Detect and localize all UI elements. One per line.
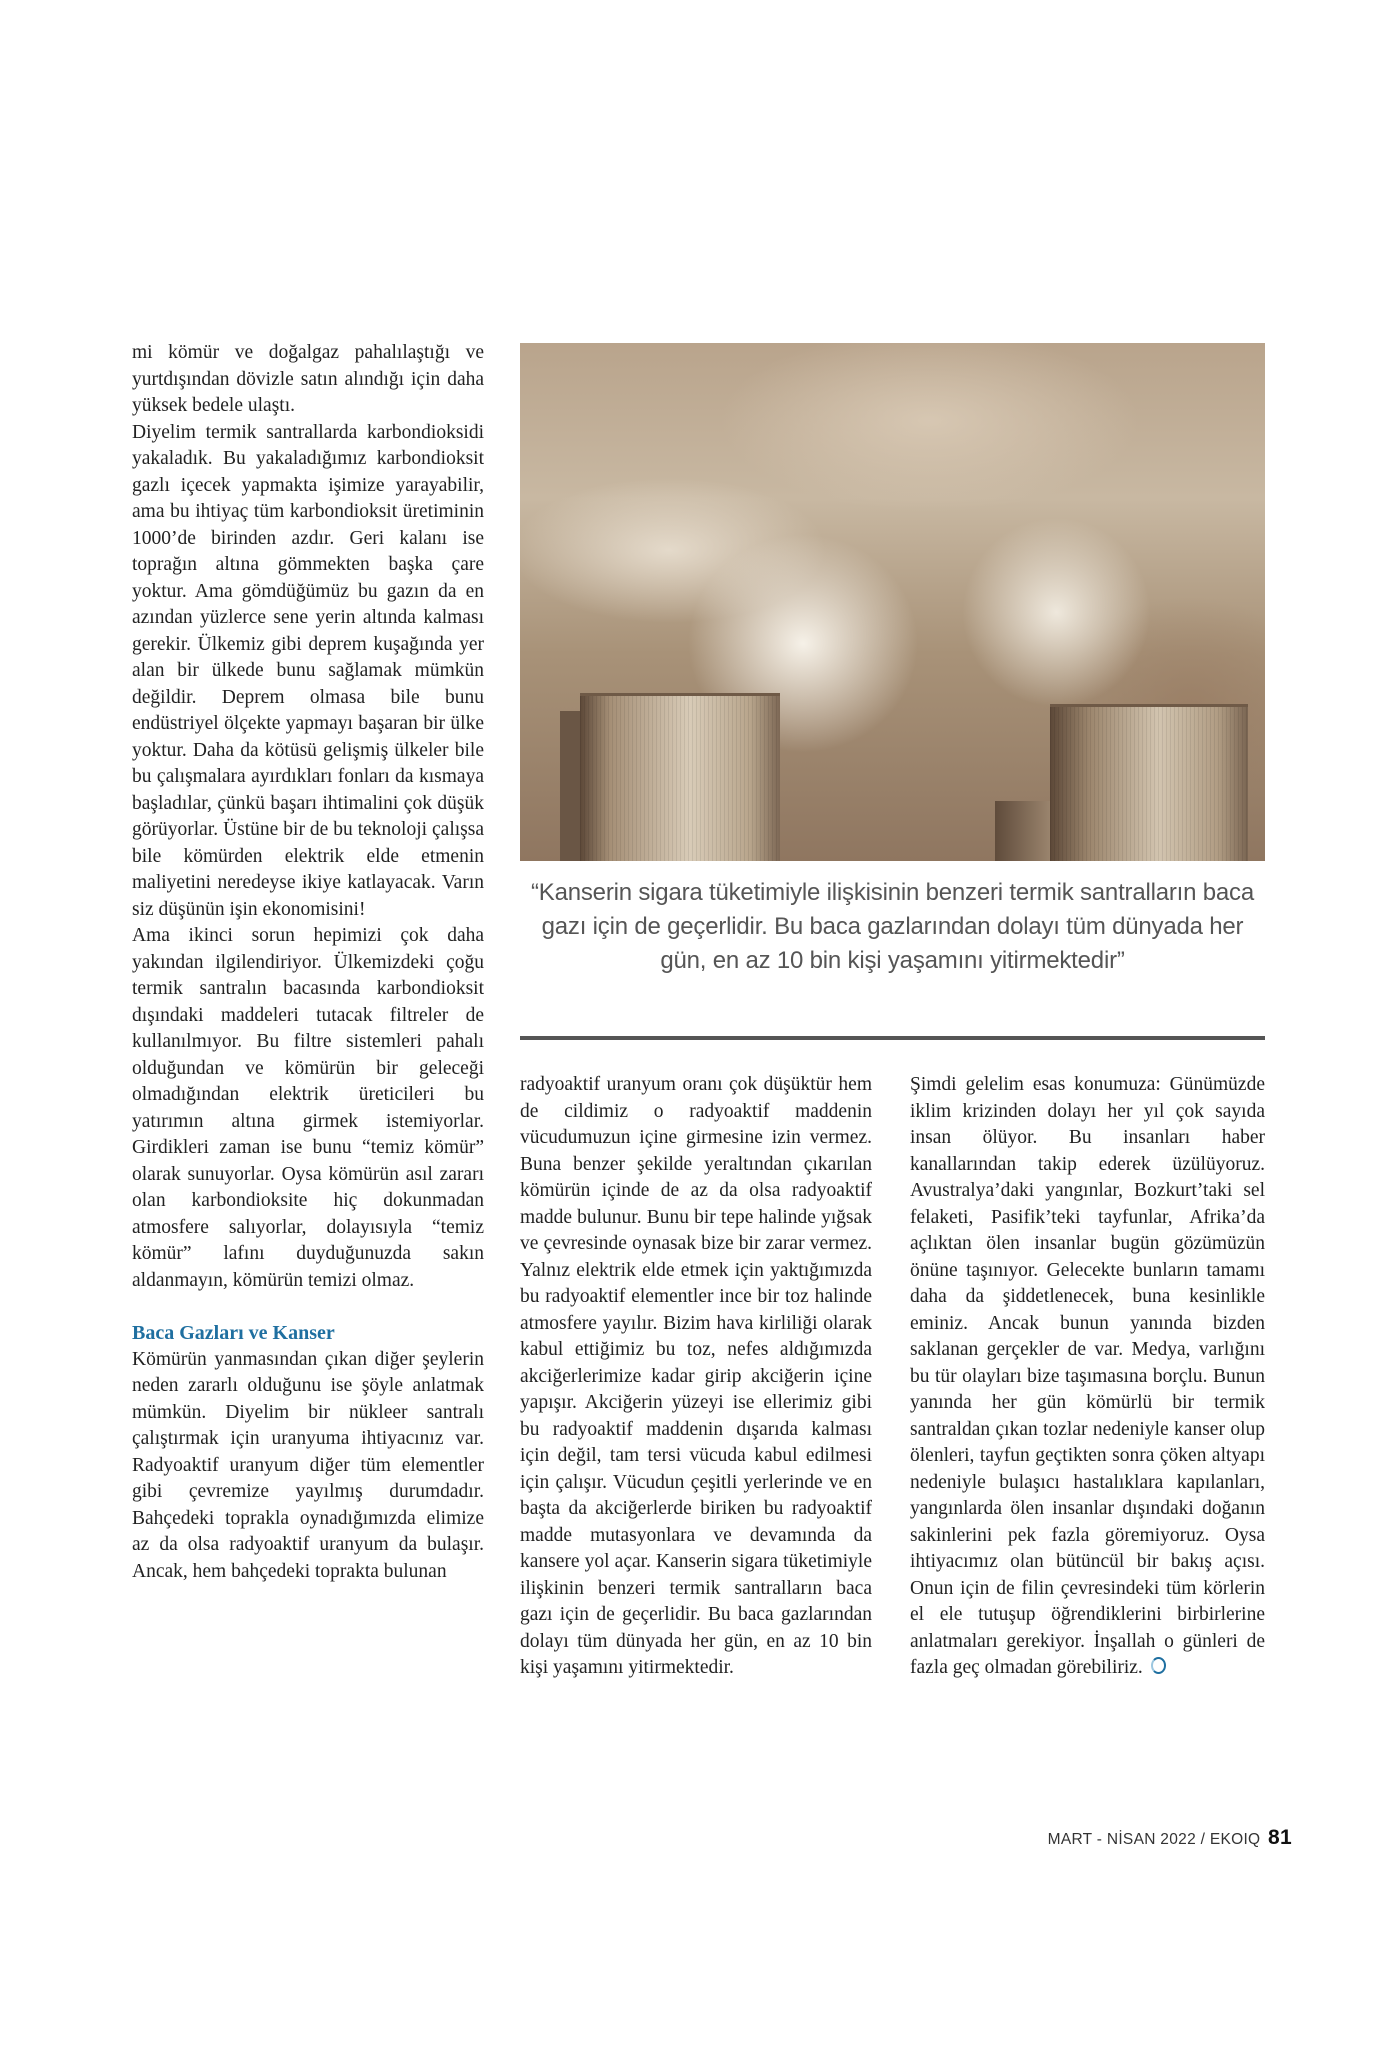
paragraph: Diyelim termik santrallarda karbondioksidi yakaladık. Bu yakaladığımız karbondioksit gazlı içecek yapmakta işimize yarayabilir, ama bu ihtiyaç tüm karbondioksit üretiminin 1000’de birinden azdır. Geri kalanı ise toprağın altına gömmekten başka çare yoktur. Ama gömdüğümüz bu gazın da en azından yüzlerce sene yerin altında kalması gerekir. Ülkemiz gibi deprem kuşağında yer alan bir ülkede bunu sağlamak mümkün değildir. Deprem olmasa bile bunu endüstriyel ölçekte yapmayı başaran bir ülke yoktur. Daha da kötüsü gelişmiş ülkeler bile bu çalışmalara ayırdıkları fonları da kısmaya başladılar, çünkü başarı ihtimalini çok düşük görüyorlar. Üstüne bir de bu teknoloji çalışsa bile kömürden elektrik elde etmenin maliyetini neredeyse ikiye katlayacak. Varın siz düşünün işin ekonomisini! [132, 421, 484, 920]
paragraph: Ama ikinci sorun hepimizi çok daha yakından ilgilendiriyor. Ülkemizdeki çoğu termik santralın bacasında karbondioksit dışındaki maddeleri tutacak filtreler de kullanılmıyor. Bu filtre sistemleri pahalı olduğundan ve kömürün bir geleceği olmadığından elektrik üreticileri bu yatırımın altına girmek istemiyorlar. Girdikleri zaman ise bunu “temiz kömür” olarak sunuyorlar. Oysa kömürün asıl zararı olan karbondioksite hiç dokunmadan atmosfere salıyorlar, dolayısıyla “temiz kömür” lafını duyduğunuzda sakın aldanmayın, kömürün temizi olmaz. [132, 925, 484, 1291]
page-footer [1048, 1826, 1292, 1850]
article-column-right [910, 1072, 1265, 1682]
paragraph [910, 1072, 1265, 1682]
paragraph: Kömürün yanmasından çıkan diğer şeylerin neden zararlı olduğunu ise şöyle anlatmak mümkün. Diyelim bir nükleer santralı çalıştırmak için uranyuma ihtiyacınız var. Radyoaktif uranyum diğer tüm elementler gibi çevremize yayılmış durumdadır. Bahçedeki toprakla oynadığımızda elimize az da olsa radyoaktif uranyum da bulaşır. Ancak, hem bahçedeki toprakta bulunan [132, 1348, 484, 1582]
power-plant-smoke-photo [520, 343, 1265, 861]
end-of-article-icon [1151, 1657, 1166, 1674]
pull-quote-divider [520, 1036, 1265, 1040]
page-number: 81 [1268, 1826, 1292, 1849]
article-column-middle [520, 1072, 872, 1682]
paragraph: mi kömür ve doğalgaz pahalılaştığı ve yurtdışından dövizle satın alındığı için daha yüksek bedele ulaştı. [132, 342, 484, 416]
section-subheading: Baca Gazları ve Kanser [132, 1322, 335, 1344]
cooling-tower [580, 693, 780, 861]
paragraph: radyoaktif uranyum oranı çok düşüktür hem de cildimiz o radyoaktif maddenin vücudumuzun içine girmesine izin vermez. Buna benzer şekilde yeraltından çıkarılan kömürün içinde de az da olsa radyoaktif madde bulunur. Bunu bir tepe halinde yığsak ve çevresinde oynasak bize bir zarar vermez. Yalnız elektrik elde etmek için yaktığımızda bu radyoaktif elementler ince bir toz halinde atmosfere yayılır. Bizim hava kirliliği olarak kabul ettiğimiz bu toz, nefes aldığımızda akciğerlerimize kadar girip akciğerin içine yapışır. Akciğerin yüzeyi ise ellerimiz gibi bu radyoaktif maddenin dışarıda kalması için değil, tam tersi vücuda kabul edilmesi için çalışır. Vücudun çeşitli yerlerinde ve en başta da akciğerlerde biriken bu radyoaktif madde mutasyonlara ve devamında da kansere yol açar. Kanserin sigara tüketimiyle ilişkinin benzeri termik santralların baca gazı için de geçerlidir. Bu baca gazlarından dolayı tüm dünyada her gün, en az 10 bin kişi yaşamını yitirmektedir. [520, 1074, 872, 1678]
cooling-tower [1050, 704, 1248, 861]
pull-quote: “Kanserin sigara tüketimiyle ilişkisinin benzeri termik santralların baca gazı için de geçerlidir. Bu baca gazlarından dolayı tüm dünyada her gün, en az 10 bin kişi yaşamını yitirmektedir” [530, 879, 1255, 974]
cooling-tower [995, 801, 1050, 861]
paragraph-text: Şimdi gelelim esas konumuza: Günümüzde iklim krizinden dolayı her yıl çok sayıda insan ölüyor. Bu insanları haber kanallarından takip ederek üzülüyoruz. Avustralya’daki yangınlar, Bozkurt’taki sel felaketi, Pasifik’teki tayfunlar, Afrika’da açlıktan ölen insanlar bugün gözümüzün önüne taşınıyor. Gelecekte bunların tamamı daha da şiddetlenecek, buna kesinlikle eminiz. Ancak bunun yanında bizden saklanan gerçekler de var. Medya, varlığını bu tür olayları bize taşımasına borçlu. Bunun yanında her gün kömürlü bir termik santraldan çıkan tozlar nedeniyle kanser olup ölenleri, tayfun geçtikten sonra çöken altyapı nedeniyle bulaşıcı hastalıklara kapılanları, yangınlarda ölen insanlar dışındaki doğanın sakinlerini pek fazla göremiyoruz. Oysa ihtiyacımız olan bütüncül bir bakış açısı. Onun için de filin çevresindeki tüm körlerin el ele tutuşup öğrendiklerini birbirlerine anlatmaları gerekiyor. İnşallah o günleri de fazla geç olmadan görebiliriz. [910, 1074, 1265, 1678]
issue-label: MART - NİSAN 2022 / EKOIQ [1047, 1831, 1261, 1848]
article-column-left [132, 340, 484, 1585]
cooling-tower [560, 711, 582, 861]
